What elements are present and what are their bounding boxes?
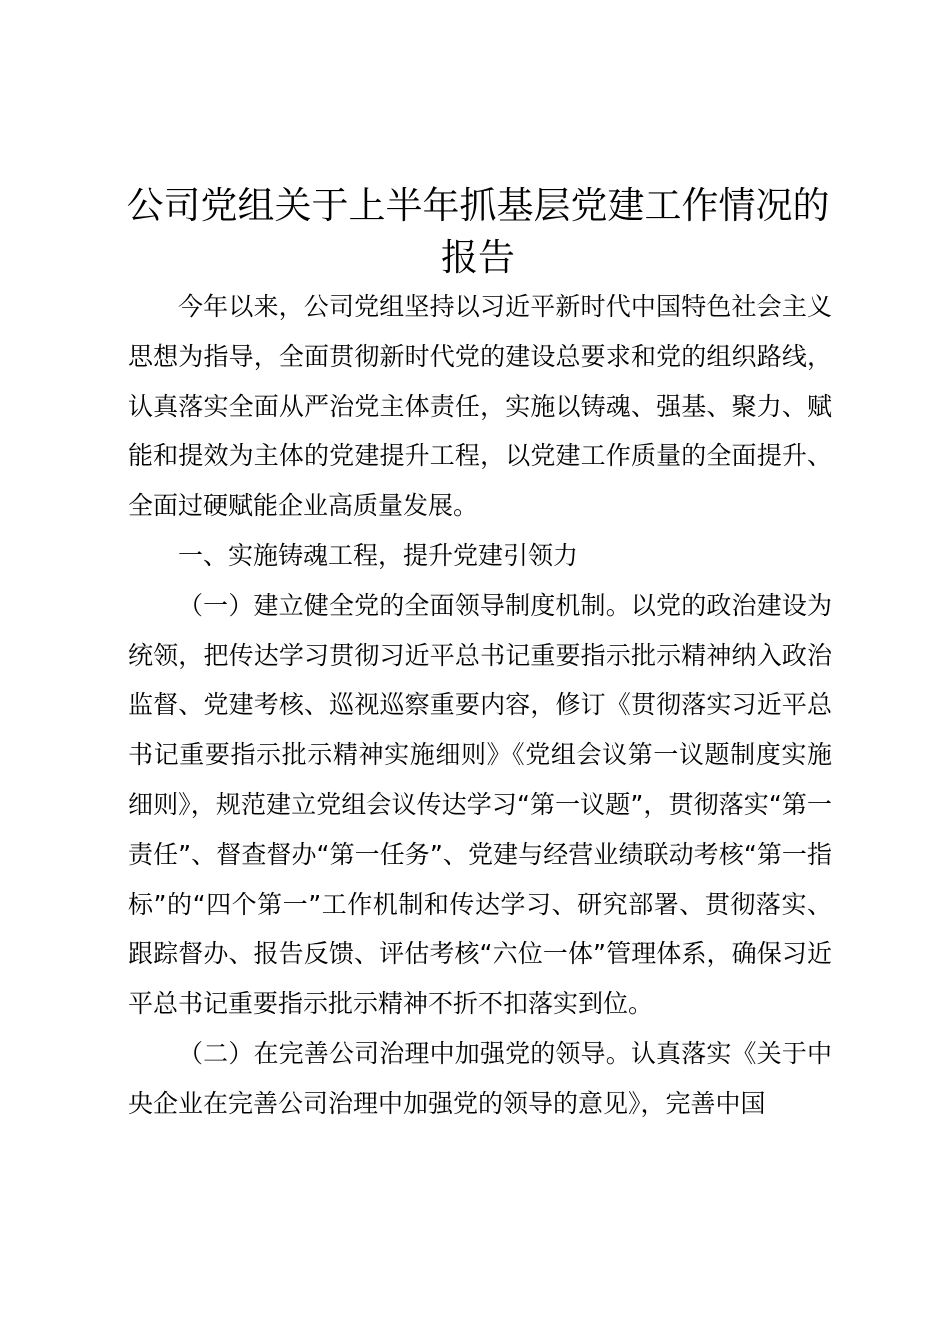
subsection-paragraph-2: （二）在完善公司治理中加强党的领导。认真落实《关于中央企业在完善公司治理中加强党的领导的意见》，完善中国 bbox=[128, 1038, 832, 1118]
section-heading-1: 一、实施铸魂工程，提升党建引领力 bbox=[178, 540, 579, 570]
subsection-paragraph-1: （一）建立健全党的全面领导制度机制。以党的政治建设为统领，把传达学习贯彻习近平总书记重要指示批示精神纳入政治监督、党建考核、巡视巡察重要内容，修订《贯彻落实习近平总书记重要指示批示精神实施细则》《党组会议第一议题制度实施细则》，规范建立党组会议传达学习“第一议题”，贯彻落实“第一责任”、督查督办“第一任务”、党建与经营业绩联动考核“第一指标”的“四个第一”工作机制和传达学习、研究部署、贯彻落实、跟踪督办、报告反馈、评估考核“六位一体”管理体系，确保习近平总书记重要指示批示精神不折不扣落实到位。 bbox=[128, 590, 832, 1019]
document-title: 公司党组关于上半年抓基层党建工作情况的报告 bbox=[126, 184, 830, 279]
intro-paragraph: 今年以来，公司党组坚持以习近平新时代中国特色社会主义思想为指导，全面贯彻新时代党的建设总要求和党的组织路线，认真落实全面从严治党主体责任，实施以铸魂、强基、聚力、赋能和提效为主体的党建提升工程，以党建工作质量的全面提升、全面过硬赋能企业高质量发展。 bbox=[128, 292, 832, 521]
document-body bbox=[128, 282, 832, 1129]
